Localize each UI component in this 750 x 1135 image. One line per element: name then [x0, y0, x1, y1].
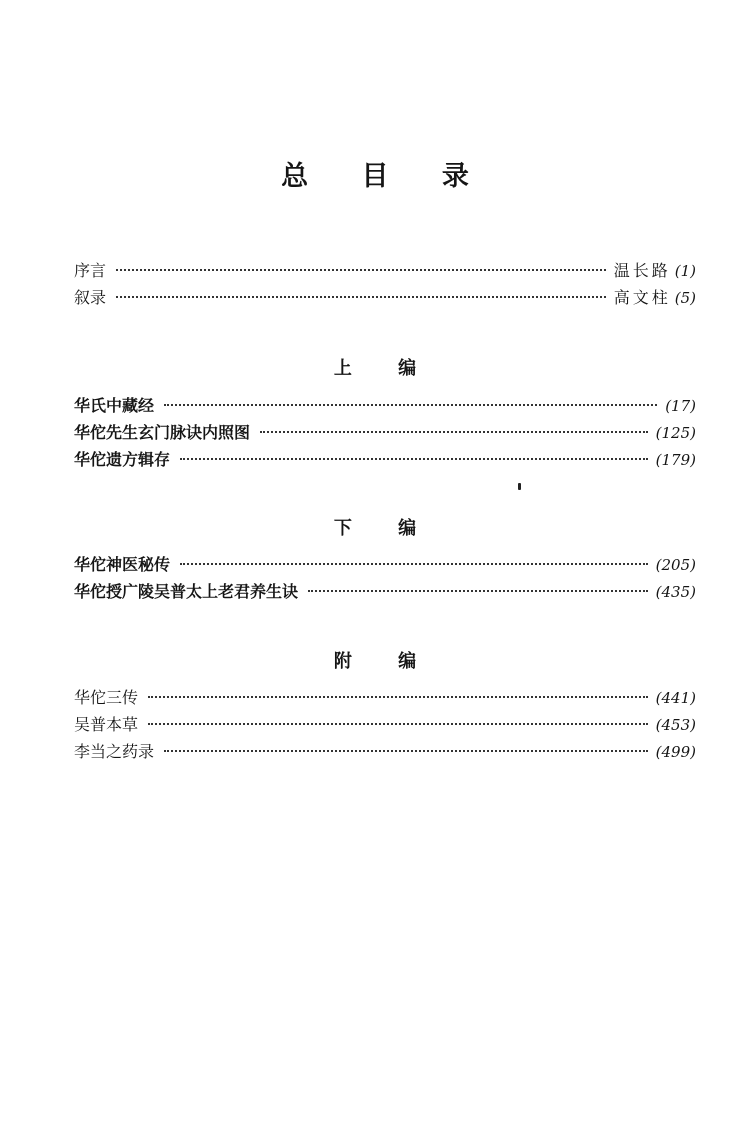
section-heading-upper: 上 编 — [333, 358, 437, 379]
front-matter-list — [74, 257, 696, 311]
toc-entry-page: (5) — [674, 289, 696, 307]
dot-leader — [180, 562, 648, 565]
section-heading-lower: 下 编 — [333, 518, 437, 539]
toc-entry-label: 华佗遗方辑存 — [74, 450, 171, 469]
toc-entry-label: 叙录 — [74, 288, 107, 307]
section-upper-list — [74, 392, 696, 473]
toc-entry-page: (453) — [655, 716, 696, 734]
toc-entry-page: (1) — [674, 262, 696, 280]
toc-entry-label: 华氏中藏经 — [74, 396, 155, 415]
dot-leader — [164, 749, 648, 752]
toc-entry-label: 华佗授广陵吴普太上老君养生诀 — [74, 582, 299, 601]
dot-leader — [148, 722, 648, 725]
dot-leader — [116, 295, 606, 298]
section-heading-appendix: 附 编 — [333, 651, 437, 672]
toc-entry-page: (499) — [655, 743, 696, 761]
dot-leader — [164, 403, 657, 406]
dot-leader — [116, 268, 606, 271]
dot-leader — [180, 457, 648, 460]
dot-leader — [308, 589, 648, 592]
toc-entry-page: (17) — [665, 397, 696, 415]
toc-entry — [74, 446, 696, 473]
toc-entry — [74, 551, 696, 578]
toc-entry — [74, 738, 696, 765]
toc-entry-author: 温长路 — [613, 261, 671, 280]
toc-entry-page: (441) — [655, 689, 696, 707]
toc-entry-page: (125) — [655, 424, 696, 442]
toc-entry-label: 华佗神医秘传 — [74, 555, 171, 574]
toc-entry-label: 吴普本草 — [74, 715, 139, 734]
toc-entry-label: 华佗三传 — [74, 688, 139, 707]
toc-entry — [74, 392, 696, 419]
page-title: 总 目 录 — [281, 161, 491, 192]
dot-leader — [148, 695, 648, 698]
toc-entry-page: (179) — [655, 451, 696, 469]
toc-entry-author: 高文柱 — [613, 288, 671, 307]
section-lower-list — [74, 551, 696, 605]
toc-entry-label: 李当之药录 — [74, 742, 155, 761]
toc-entry-label: 华佗先生玄门脉诀内照图 — [74, 423, 251, 442]
scan-speck — [518, 483, 521, 490]
toc-entry — [74, 711, 696, 738]
dot-leader — [260, 430, 648, 433]
toc-entry — [74, 419, 696, 446]
toc-entry-introduction — [74, 284, 696, 311]
toc-entry-page: (435) — [655, 583, 696, 601]
toc-entry-page: (205) — [655, 556, 696, 574]
toc-entry — [74, 684, 696, 711]
toc-entry — [74, 578, 696, 605]
toc-entry-label: 序言 — [74, 261, 107, 280]
section-appendix-list — [74, 684, 696, 765]
toc-entry-preface — [74, 257, 696, 284]
